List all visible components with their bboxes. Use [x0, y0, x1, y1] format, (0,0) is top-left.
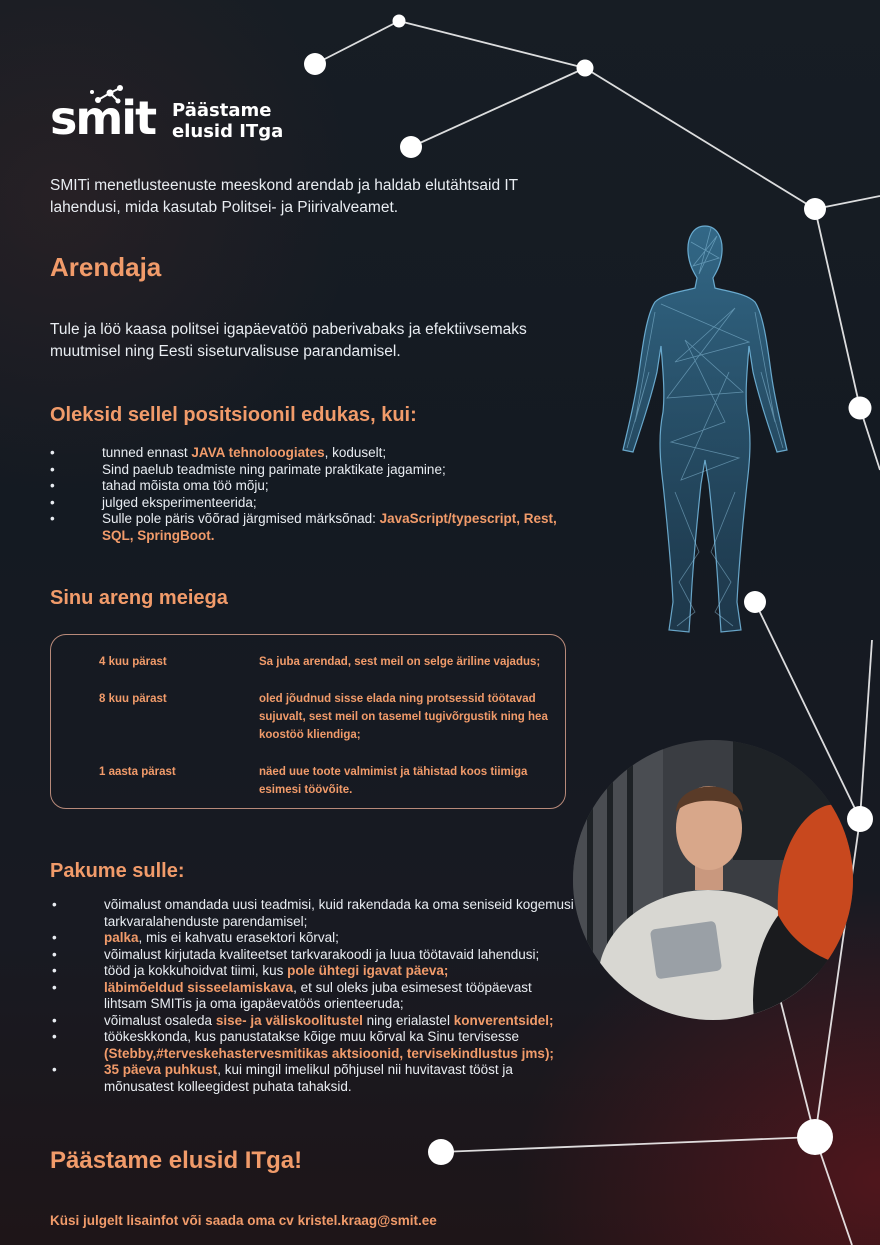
- requirements-heading: Oleksid sellel positsioonil edukas, kui:: [50, 404, 417, 426]
- list-item: • võimalust omandada uusi teadmisi, kuid rakendada ka oma seniseid kogemusi tarkvaralahenduste parendamisel;: [104, 897, 574, 930]
- offer-list: [104, 897, 574, 1095]
- timeline-when: 8 kuu pärast: [99, 693, 167, 705]
- job-title: Arendaja: [50, 252, 162, 282]
- list-item: • läbimõeldud sisseelamiskava, et sul oleks juba esimesest tööpäevast lihtsam SMITis ja oma igapäevatöös orienteeruda;: [104, 980, 574, 1013]
- logo-wordmark: smit: [50, 91, 156, 145]
- network-node: [393, 15, 406, 28]
- network-node: [804, 198, 826, 220]
- network-node: [847, 806, 873, 832]
- list-item: • palka, mis ei kahvatu erasektori kõrval;: [104, 930, 574, 947]
- list-item: • tahad mõista oma töö mõju;: [102, 478, 562, 495]
- list-item: • julged eksperimenteerida;: [102, 495, 562, 512]
- list-item: • võimalust osaleda sise- ja väliskoolitustel ning erialastel konverentsidel;: [104, 1013, 574, 1030]
- team-photo-illustration: [573, 740, 853, 1020]
- list-item: • 35 päeva puhkust, kui mingil imelikul põhjusel nii huvitavast tööst ja mõnusatest kolleegidest puhata tahaksid.: [104, 1062, 574, 1095]
- timeline-when: 1 aasta pärast: [99, 766, 176, 778]
- timeline-when: 4 kuu pärast: [99, 656, 167, 668]
- job-description: Tule ja löö kaasa politsei igapäevatöö paberivabaks ja efektiivsemaks muutmisel ning Eesti siseturvalisuse parandamisel.: [50, 321, 527, 360]
- timeline-what: näed uue toote valmimist ja tähistad koos tiimiga esimesi töövõite.: [259, 766, 528, 796]
- logo-tagline-line-2: elusid ITga: [172, 121, 284, 142]
- slogan: Päästame elusid ITga!: [50, 1147, 303, 1174]
- intro-text: SMITi menetlusteenuste meeskond arendab ja haldab elutähtsaid IT lahendusi, mida kasutab Politsei- ja Piirivalveamet.: [50, 177, 518, 216]
- timeline-what: oled jõudnud sisse elada ning protsessid töötavad sujuvalt, sest meil on tasemel tugivõrgustik ning hea koostöö kliendiga;: [259, 693, 548, 741]
- list-item: • tunned ennast JAVA tehnoloogiates, koduselt;: [102, 445, 562, 462]
- network-node: [849, 397, 872, 420]
- list-item: • Sulle pole päris võõrad järgmised märksõnad: JavaScript/typescript, Rest, SQL, SpringBoot.: [102, 511, 562, 544]
- network-node: [577, 60, 594, 77]
- network-node: [797, 1119, 833, 1155]
- network-node: [428, 1139, 454, 1165]
- list-item: • võimalust kirjutada kvaliteetset tarkvarakoodi ja luua töötavaid lahendusi;: [104, 947, 574, 964]
- smit-logo: [50, 84, 290, 150]
- wireframe-human-illustration: [615, 222, 795, 640]
- logo-tagline: [172, 100, 283, 142]
- network-node: [304, 53, 326, 75]
- logo-tagline-line-1: Päästame: [172, 100, 272, 121]
- timeline-what: Sa juba arendad, sest meil on selge äriline vajadus;: [259, 656, 541, 668]
- offer-heading: Pakume sulle:: [50, 860, 185, 882]
- growth-timeline: [50, 634, 566, 809]
- requirements-list: [102, 445, 562, 544]
- contact-info: Küsi julgelt lisainfot või saada oma cv kristel.kraag@smit.ee: [50, 1213, 437, 1228]
- growth-heading: Sinu areng meiega: [50, 587, 228, 609]
- list-item: • töökeskkonda, kus panustatakse kõige muu kõrval ka Sinu tervisesse (Stebby,#terveskehastervesmitikas aktsioonid, tervisekindlustus jms);: [104, 1029, 574, 1062]
- team-photo: [573, 740, 853, 1020]
- list-item: • tööd ja kokkuhoidvat tiimi, kus pole ühtegi igavat päeva;: [104, 963, 574, 980]
- list-item: • Sind paelub teadmiste ning parimate praktikate jagamine;: [102, 462, 562, 479]
- network-node: [400, 136, 422, 158]
